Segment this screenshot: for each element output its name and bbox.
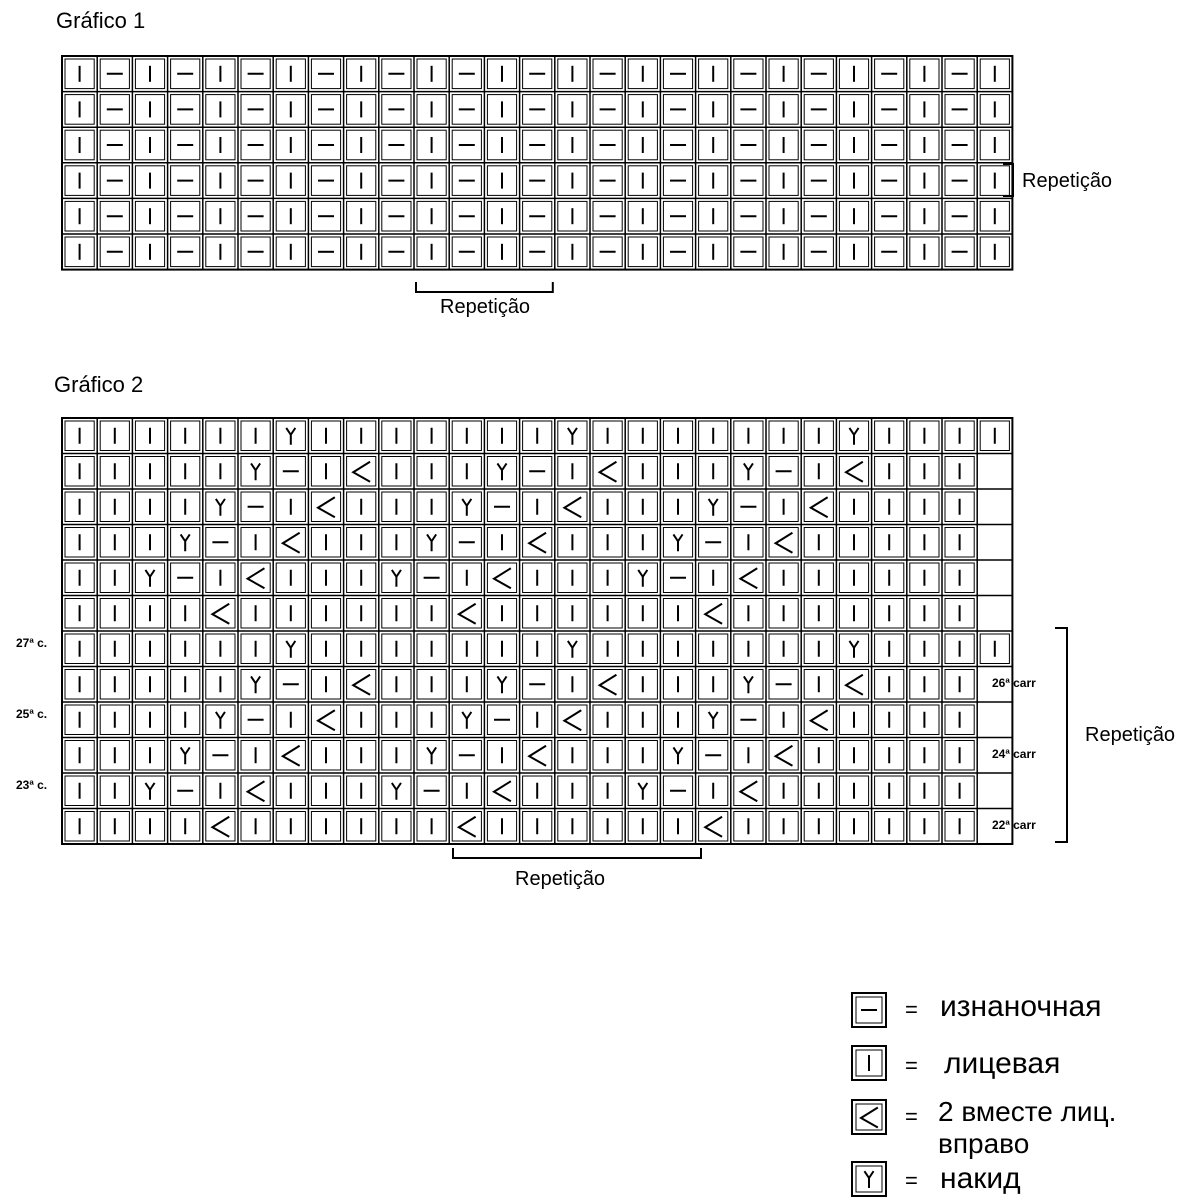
chart2-repeat-right-bracket [1055, 628, 1067, 842]
chart2-left-label-25: 25ª c. [16, 707, 48, 721]
yarn-over-icon [865, 1172, 873, 1187]
chart2-right-label-24: 24ª carr [992, 747, 1036, 761]
chart1-repeat-right-label: Repetição [1022, 170, 1113, 192]
legend-box [852, 993, 886, 1027]
legend-text-purl: изнаночная [940, 990, 1102, 1023]
legend-box-inner [856, 1166, 882, 1192]
chart1-title: Gráfico 1 [56, 8, 146, 33]
legend-box [852, 1162, 886, 1196]
chart1-repeat-bottom-label: Repetição [440, 296, 531, 318]
legend-box-inner [856, 1050, 882, 1076]
k2tog-right-icon [861, 1108, 877, 1127]
chart2-left-label-27: 27ª c. [16, 636, 48, 650]
legend-box-inner [856, 997, 882, 1023]
chart2-right-label-26: 26ª carr [992, 676, 1036, 690]
legend-box [852, 1100, 886, 1134]
legend-eq-yo: = [905, 1168, 918, 1193]
chart2-left-label-23: 23ª c. [16, 778, 48, 792]
chart2-title: Gráfico 2 [54, 372, 144, 397]
legend-text-yo: накид [940, 1162, 1021, 1195]
chart1-grid [0, 0, 1200, 330]
chart2-repeat-bottom-bracket [453, 848, 701, 858]
chart2-right-label-22: 22ª carr [992, 818, 1036, 832]
legend-eq-k2tog: = [905, 1104, 918, 1129]
legend-eq-purl: = [905, 997, 918, 1022]
legend-eq-knit: = [905, 1053, 918, 1078]
legend-text-knit: лицевая [944, 1047, 1061, 1080]
chart1-repeat-bottom-bracket [416, 282, 553, 292]
chart2-repeat-right-label: Repetição [1085, 724, 1176, 746]
legend-text-k2tog: 2 вместе лиц. вправо [938, 1096, 1117, 1159]
chart2-repeat-bottom-label: Repetição [515, 868, 606, 890]
legend-box [852, 1046, 886, 1080]
legend-box-inner [856, 1104, 882, 1130]
